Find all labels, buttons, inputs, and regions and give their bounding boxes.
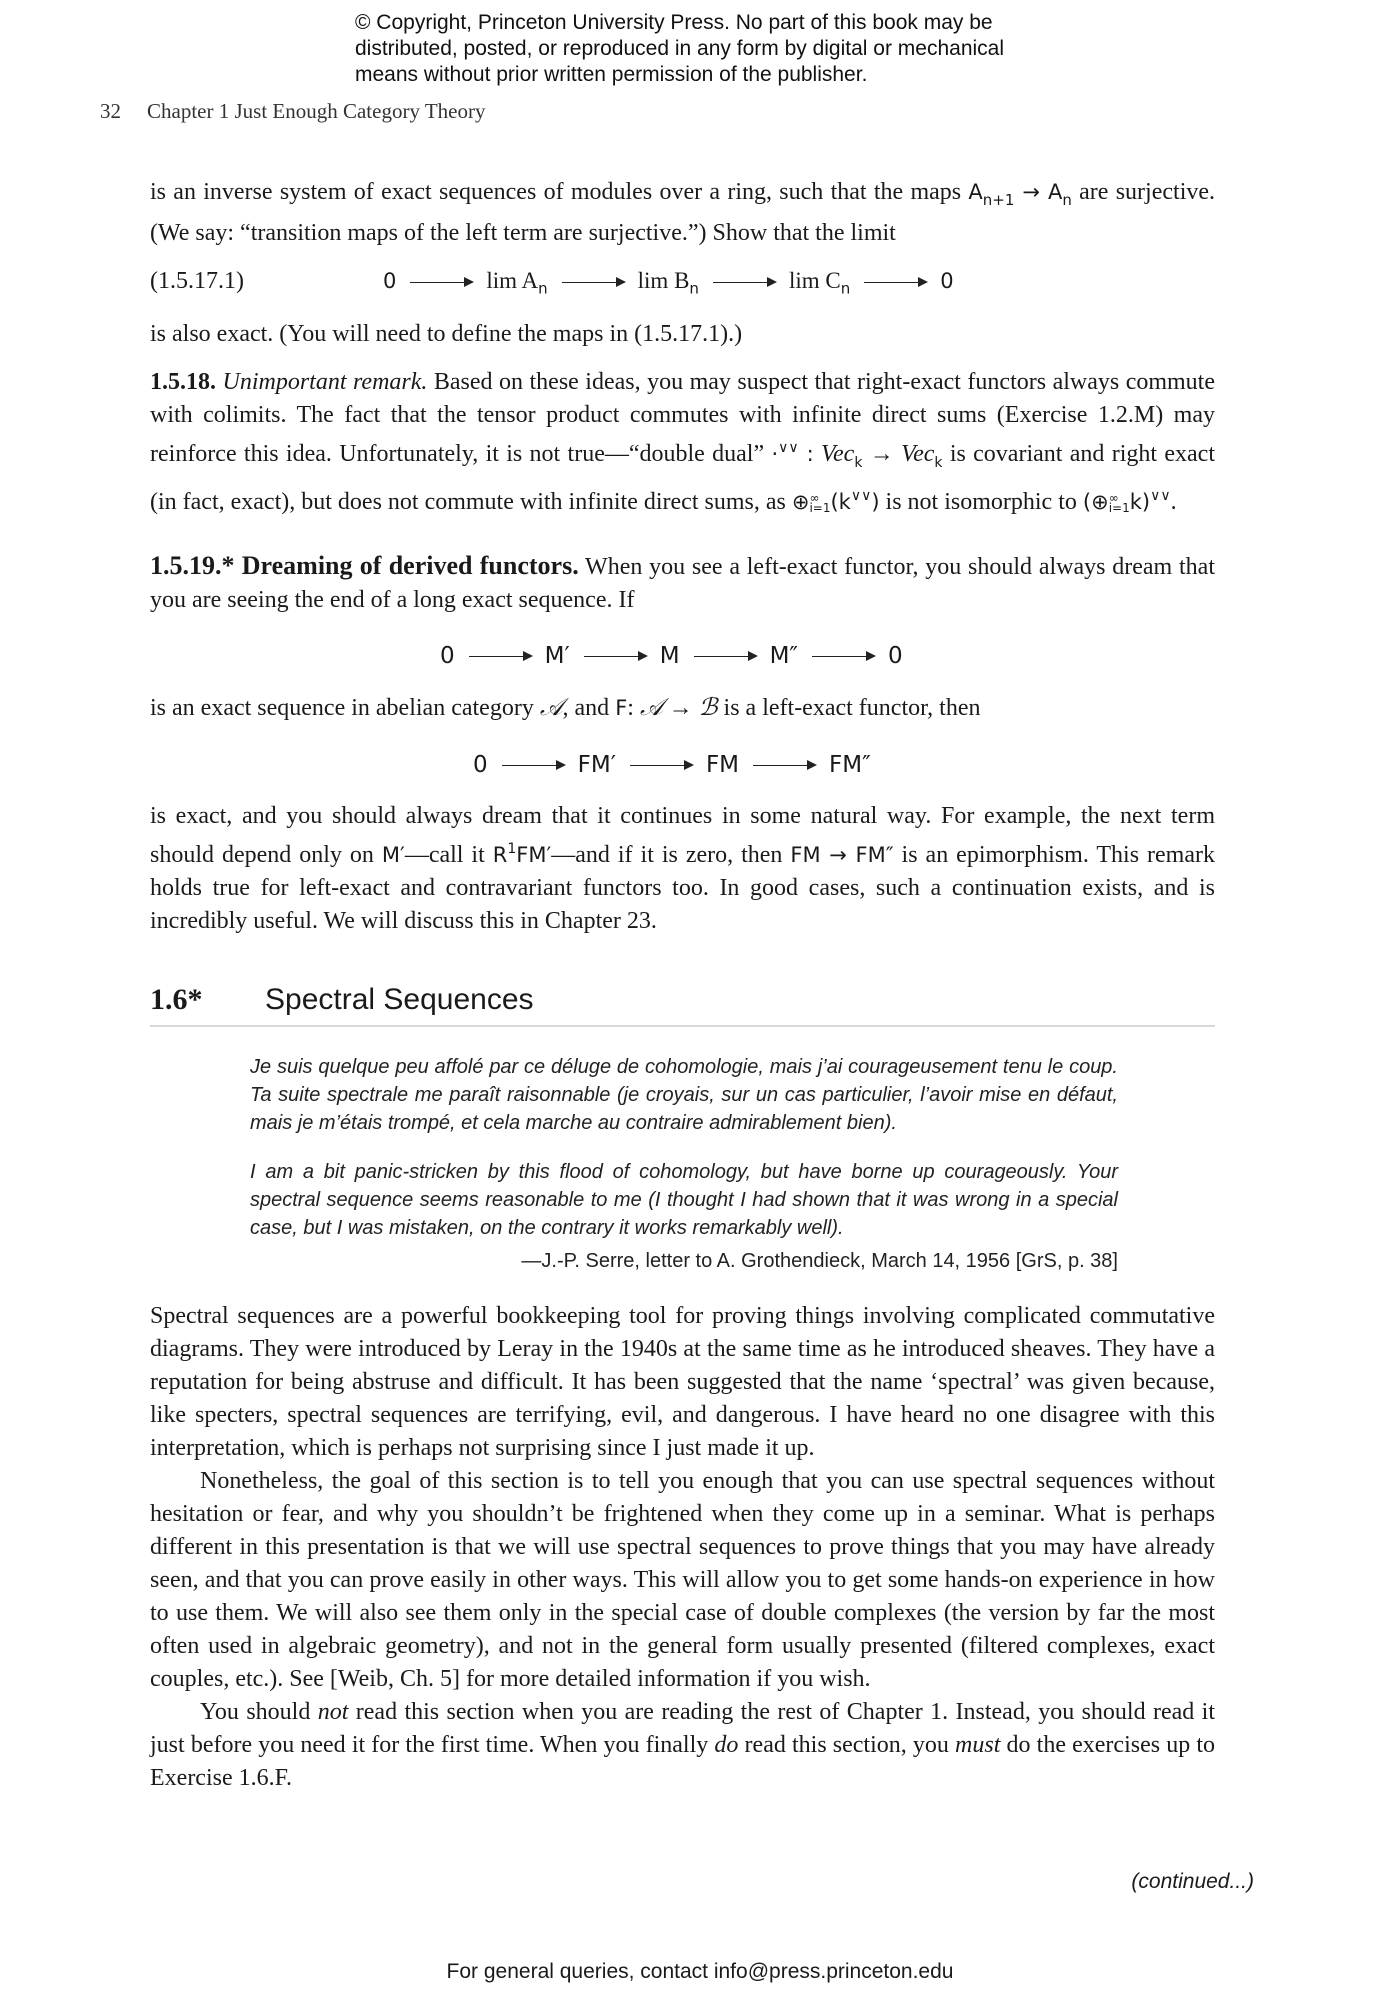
continued-note: (continued...)	[1131, 1870, 1254, 1893]
remark-1-5-18: 1.5.18. Unimportant remark. Based on these ideas, you may suspect that right-exact functors always commute with colimits. The fact that the tensor product commutes with infinite direct sums (Exercise 1.2.M) may reinforce this idea. Unfortunately, it is not true—“double dual” ·∨∨ : Vec$_k$ → Vec$_k$ is covariant and right exact (in fact, exact), but does not commute with infinite direct sums, as ⊕ ∞ i=1 (k∨∨) is not isomorphic to (⊕ ∞ i=1 k)∨∨.	[150, 369, 1215, 516]
running-head	[100, 99, 485, 124]
body-text	[150, 1300, 1215, 1795]
arrow-icon	[584, 656, 646, 657]
exact-sequence-fm: 0 FM′ FM FM″	[473, 752, 871, 778]
arrow-icon	[864, 282, 926, 283]
chapter-title: Chapter 1 Just Enough Category Theory	[147, 99, 486, 123]
exact-sequence-m: 0 M′ M M″ 0	[440, 643, 903, 669]
footer-contact: For general queries, contact info@press.princeton.edu	[446, 1960, 954, 1983]
paragraph: You should not read this section when you are reading the rest of Chapter 1. Instead, you should read it just before you need it for the first time. When you finally do read this section, you must do the exercises up to Exercise 1.6.F.	[150, 1699, 1216, 1791]
arrow-icon	[410, 282, 472, 283]
paragraph: Spectral sequences are a powerful bookkeeping tool for proving things involving complicated commutative diagrams. They were introduced by Leray in the 1940s at the same time as he introduced sheaves. They have a reputation for being abstruse and difficult. It has been suggested that the name ‘spectral’ was given because, like specters, spectral sequences are terrifying, evil, and dangerous. I have heard no one disagree with this interpretation, which is perhaps not surprising since I just made it up.	[150, 1303, 1215, 1461]
arrow-icon	[469, 656, 531, 657]
arrow-icon	[753, 765, 815, 766]
remark-1-5-19: 1.5.19.* Dreaming of derived functors. When you see a left-exact functor, you should always dream that you are seeing the end of a long exact sequence. If	[150, 551, 1215, 613]
arrow-icon	[694, 656, 756, 657]
arrow-icon	[812, 656, 874, 657]
arrow-icon	[562, 282, 624, 283]
copyright-line: © Copyright, Princeton University Press. No part of this book may be	[355, 11, 993, 34]
arrow-icon	[502, 765, 564, 766]
section-title: Spectral Sequences	[265, 983, 534, 1016]
copyright-notice	[355, 10, 1155, 88]
paragraph: is exact, and you should always dream that it continues in some natural way. For example, the next term should depend only on M′—call it $R^1FM'—and$ if it is zero, then FM → FM″ is an epimorphism. This remark holds true for left-exact and contravariant functors too. In good cases, such a continuation exists, and is incredibly useful. We will discuss this in Chapter 23.	[150, 803, 1215, 934]
equation-1-5-17-1: 0 $\lim A_n$ $\lim B_n$ $\lim C_n$ 0	[383, 268, 954, 298]
paragraph: is an exact sequence in abelian category 𝒜, and F: 𝒜 → ℬ is a left-exact functor, then	[150, 695, 981, 721]
epigraph-attribution: —J.-P. Serre, letter to A. Grothendieck, March 14, 1956 [GrS, p. 38]	[521, 1250, 1118, 1272]
epigraph-english: I am a bit panic-stricken by this flood of cohomology, but have borne up courageously. Your spectral sequence seems reasonable to me (I thought I had shown that it was wrong in a special case, but I was mistaken, on the contrary it works remarkably well).	[250, 1161, 1118, 1239]
arrow-icon	[713, 282, 775, 283]
intro-paragraph: is an inverse system of exact sequences of modules over a ring, such that the maps $A_{n+1} \to A_n$ are surjective. (We say: “transition maps of the left term are surjective.”) Show that the limit	[150, 179, 1216, 246]
copyright-line: means without prior written permission of the publisher.	[355, 63, 868, 86]
paragraph: Nonetheless, the goal of this section is to tell you enough that you can use spectral sequences without hesitation or fear, and why you shouldn’t be frightened when they come up in a seminar. What is perhaps different in this presentation is that we will use spectral sequences to prove things that you may have already seen, and that you can prove easily in other ways. This will allow you to get some hands-on experience in how to use them. We will also see them only in the special case of double complexes (the version by far the most often used in algebraic geometry), and not in the general form usually presented (filtered complexes, exact couples, etc.). See [Weib, Ch. 5] for more detailed information if you wish.	[150, 1468, 1215, 1692]
section-number: 1.6*	[150, 983, 203, 1016]
epigraph-french: Je suis quelque peu affolé par ce déluge de cohomologie, mais j’ai courageusement tenu le coup. Ta suite spectrale me paraît raisonnable (je croyais, sur un cas particulier, l’avoir mise en défaut, mais je m’étais trompé, et cela marche au contraire admirablement bien).	[250, 1056, 1118, 1134]
arrow-icon	[630, 765, 692, 766]
section-heading	[150, 983, 1215, 1027]
equation-label: (1.5.17.1)	[150, 268, 244, 294]
page-number: 32	[100, 99, 121, 123]
copyright-line: distributed, posted, or reproduced in any form by digital or mechanical	[355, 37, 1005, 60]
paragraph: is also exact. (You will need to define the maps in (1.5.17.1).)	[150, 321, 743, 347]
